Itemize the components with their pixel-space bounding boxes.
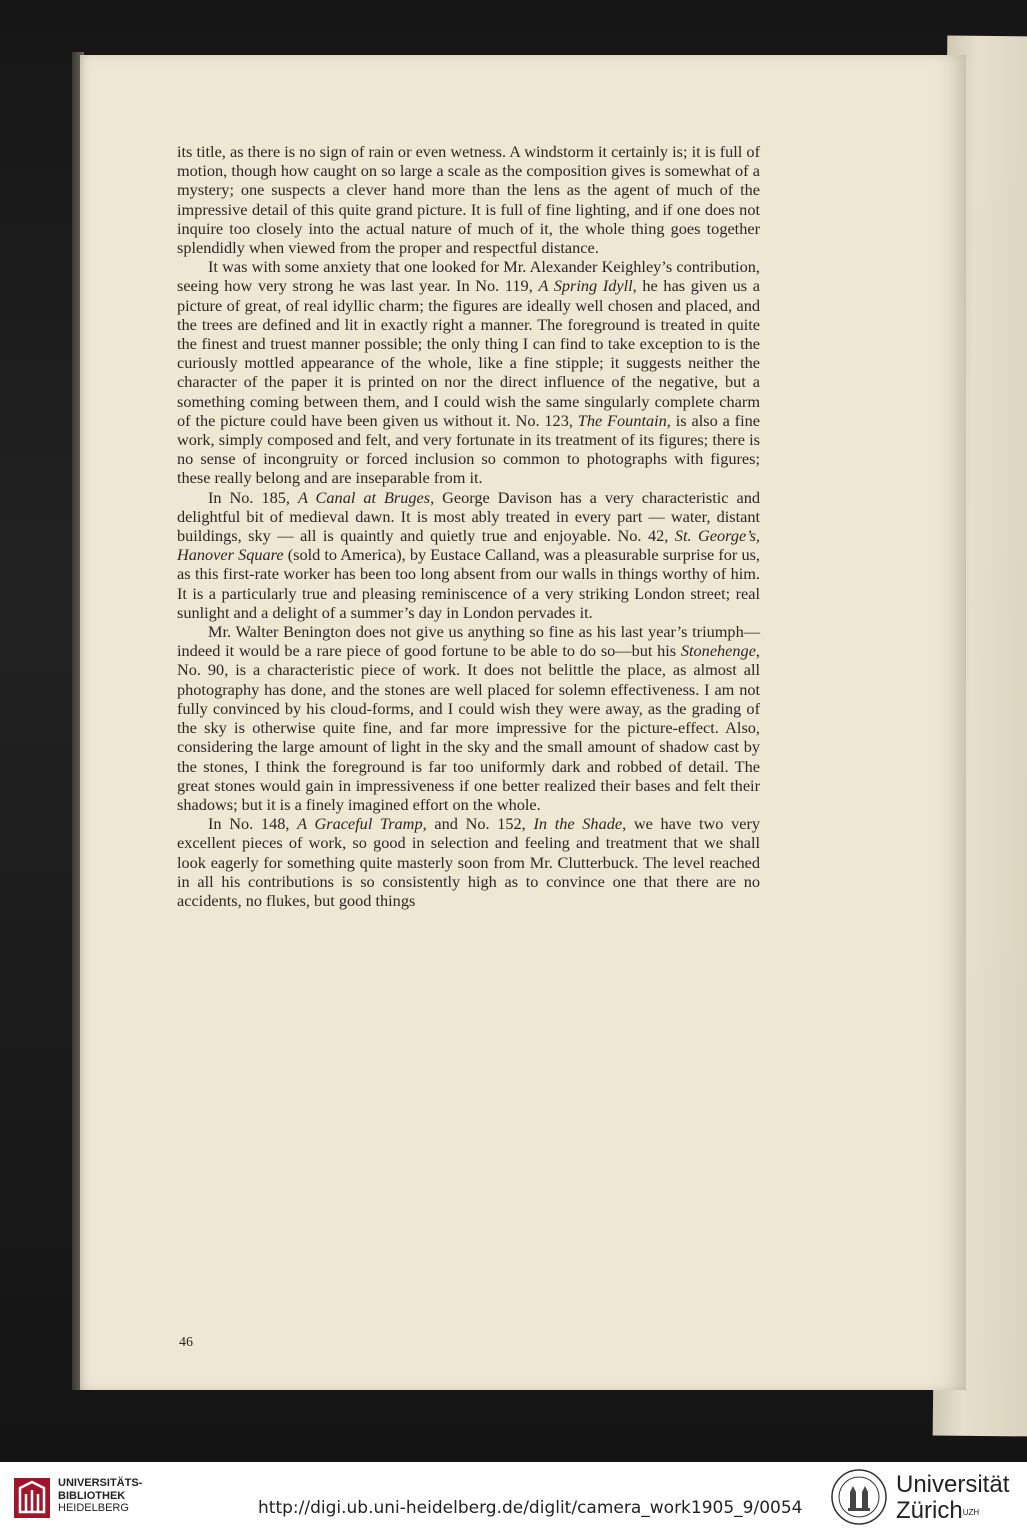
viewer-footer — [0, 1462, 1027, 1538]
uzh-name-city: Zürich — [896, 1497, 963, 1524]
text-run: , we have two very excellent pieces of work, so good in selection and feeling and treatment that we shall look eagerly for something quite masterly soon from Mr. Clutterbuck. The level reached in all his contributions is so consistently high as to convince one that there are no accidents, no flukes, but good things — [177, 814, 761, 910]
library-name-line3: HEIDELBERG — [58, 1502, 129, 1514]
uzh-sup: UZH — [962, 1508, 980, 1517]
text-run: In No. 185, — [208, 487, 298, 507]
text-run: its title, as there is no sign of rain or even wetness. A windstorm it certainly is; it is full of motion, though how caught on so large a scale as the composition gives is somewhat of a mystery; one suspects a clever hand more than the lens as the agent of much of the impressive detail of this quite grand picture. It is full of fine lighting, and if one does not inquire too closely into the actual nature of much of it, the whole thing goes together splendidly when viewed from the proper and respectful distance. — [177, 142, 760, 258]
university-library-logo-icon[interactable] — [12, 1476, 52, 1520]
italic-title: A Spring Idyll — [538, 276, 633, 296]
uzh-name-line1: Universität — [896, 1471, 1010, 1498]
text-run: , George Davison has a very characteristic and delightful bit of medieval dawn. It is most ably treated in every part — water, distant buildings, sky — all is quaintly and quietly true and enjoyable. No. 42, — [177, 487, 760, 546]
university-seal-icon[interactable] — [830, 1468, 888, 1526]
library-name-line2: BIBLIOTHEK — [58, 1489, 126, 1502]
page-number: 46 — [179, 1335, 193, 1350]
library-name-line1: UNIVERSITÄTS- — [58, 1477, 143, 1489]
paragraph — [177, 488, 760, 622]
text-run: , he has given us a picture of great, of real idyllic charm; the figures are ideally well chosen and placed, and the trees are defined and lit in exactly right a manner. The foreground is treated in quite the finest and truest manner possible; the only thing I can find to take exception to is the curiously mottled appearance of the whole, like a fine stipple; it suggests neither the character of the paper it is printed on nor the direct influence of the negative, but a something coming between them, and I could wish the same singularly complete charm of the picture could have been given us without it. No. 123, — [177, 276, 760, 430]
uzh-name-line2 — [896, 1498, 1009, 1524]
italic-title: Stonehenge — [680, 641, 756, 661]
paragraph — [177, 814, 760, 910]
italic-title: A Canal at Bruges — [297, 487, 431, 507]
text-run: It was with some anxiety that one looked for Mr. Alexander Keighley’s contribution, seeing how very strong he was last year. In No. 119, — [177, 257, 760, 296]
uzh-name[interactable] — [896, 1472, 1009, 1524]
library-name[interactable] — [58, 1477, 142, 1515]
text-run: , is also a fine work, simply composed and felt, and very fortunate in its treatment of its figures; there is no sense of incongruity or forced inclusion so common to photographs with figures; these really belong and are inseparable from it. — [177, 410, 760, 488]
italic-title: In the Shade — [533, 814, 623, 834]
permalink-url[interactable]: http://digi.ub.uni-heidelberg.de/diglit/camera_work1905_9/0054 — [258, 1498, 803, 1518]
paragraph — [177, 142, 760, 257]
paragraph — [177, 622, 760, 814]
italic-title: St. George’s, Hanover Square — [177, 526, 760, 565]
text-run: In No. 148, — [208, 814, 298, 834]
body-text — [177, 142, 760, 910]
text-run: , No. 90, is a characteristic piece of work. It does not belittle the place, as almost all photography has done, and the stones are well placed for solemn effectiveness. I am not fully convinced by his cloud-forms, and I could wish they were away, as the grading of the sky is otherwise quite fine, and far more impressive for the picture-effect. Also, considering the large amount of light in the sky and the small amount of shadow cast by the stones, I think the foreground is far too uniformly dark and robbed of detail. The great stones would gain in impressiveness if one better realized their bases and felt their shadows; but it is a finely imagined effort on the whole. — [177, 641, 760, 814]
text-run: Mr. Walter Benington does not give us anything so fine as his last year’s triumph—indeed it would be a rare piece of good fortune to be able to do so—but his — [177, 622, 760, 661]
text-run: , and No. 152, — [422, 814, 534, 834]
italic-title: A Graceful Tramp — [297, 814, 423, 834]
italic-title: The Fountain — [577, 410, 667, 430]
paragraph — [177, 257, 760, 487]
text-run: (sold to America), by Eustace Calland, was a pleasurable surprise for us, as this first-rate worker has been too long absent from our walls in things worthy of him. It is a particularly true and pleasing reminiscence of a very striking London street; real sunlight and a delight of a summer’s day in London pervades it. — [177, 545, 760, 622]
